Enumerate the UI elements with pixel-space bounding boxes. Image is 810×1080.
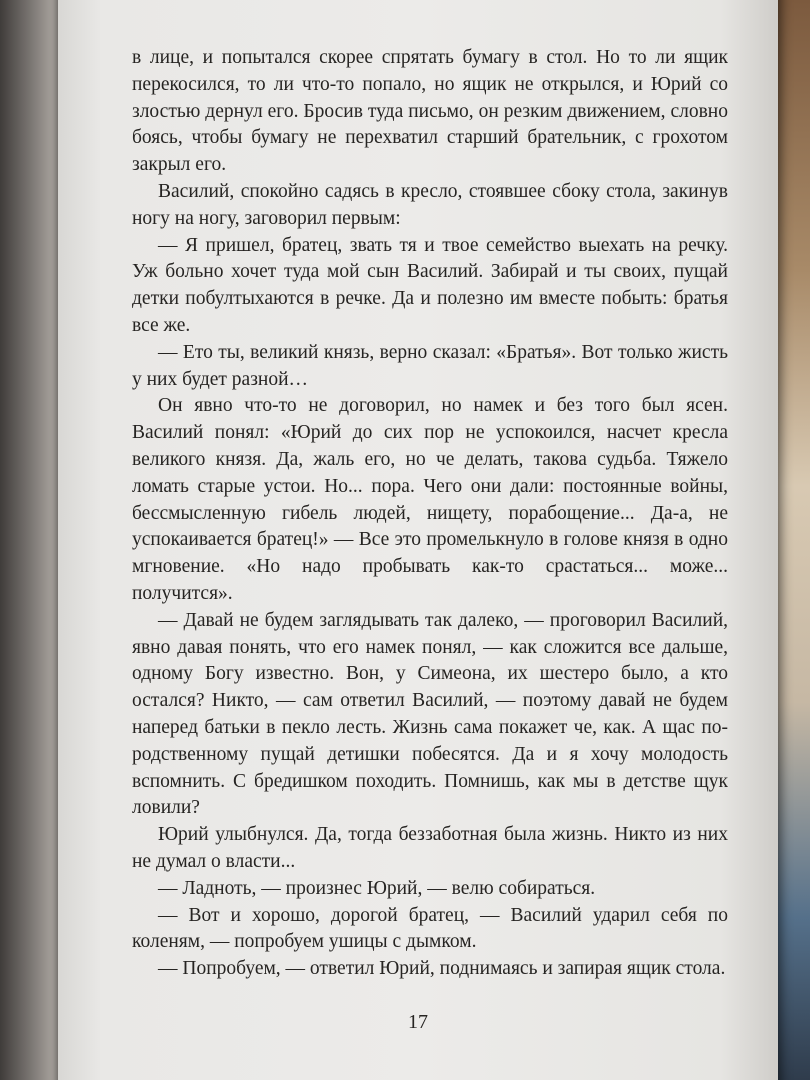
paragraph: Юрий улыбнулся. Да, тогда беззаботная была жизнь. Никто из них не думал о власти... xyxy=(132,824,728,872)
book-page xyxy=(58,0,778,1080)
paragraph: — Вот и хорошо, дорогой братец, — Василий ударил себя по коленям, — попробуем ушицы с дымком. xyxy=(132,904,728,953)
paragraph: — Попробуем, — ответил Юрий, поднимаясь и запирая ящик стола. xyxy=(158,958,726,980)
paragraph: — Ето ты, великий князь, верно сказал: «Братья». Вот только жисть у них будет разной… xyxy=(132,341,728,390)
paragraph: — Давай не будем заглядывать так далеко, — проговорил Василий, явно давая понять, что его намек понял, — как сложится все дальше, одному Богу известно. Вон, у Симеона, их шестеро было, а кто остался? Никто, — сам ответил Василий, — поэтому давай не будем наперед батьки в пекло лесть. Жизнь сама покажет че, как. А щас по-родственному пущай детишки побесятся. Да и я хочу молодость вспомнить. С бредишком походить. Помнишь, как мы в детстве щук ловили? xyxy=(132,609,728,819)
paragraph: — Я пришел, братец, звать тя и твое семейство выехать на речку. Уж больно хочет туда мой сын Василий. Забирай и ты своих, пущай детки побултыхаются в речке. Да и полезно им вместе побыть: братья все же. xyxy=(132,234,728,336)
page-text xyxy=(132,45,728,983)
page-number: 17 xyxy=(408,1011,428,1033)
paragraph: Василий, спокойно садясь в кресло, стоявшее сбоку стола, закинув ногу на ногу, заговорил первым: xyxy=(132,180,728,229)
paragraph: Он явно что-то не договорил, но намек и без того был ясен. Василий понял: «Юрий до сих пор не успокоился, насчет кресла великого князя. Да, жаль его, но че делать, такова судьба. Тяжело ломать старые устои. Но... пора. Чего они дали: постоянные войны, бессмысленную гибель людей, нищету, порабощение... Да-а, не успокаивается братец!» — Все это промелькнуло в голове князя в одно мгновение. «Но надо пробывать как-то срастаться... може... получится». xyxy=(132,395,728,604)
paragraph: в лице, и попытался скорее спрятать бумагу в стол. Но то ли ящик перекосился, то ли что-то попало, но ящик не открылся, и Юрий со злостью дернул его. Бросив туда письмо, он резким движением, словно боясь, чтобы бумагу не перехватил старший брательник, с грохотом закрыл его. xyxy=(132,47,728,176)
paragraph: — Ладноть, — произнес Юрий, — велю собираться. xyxy=(158,877,596,899)
